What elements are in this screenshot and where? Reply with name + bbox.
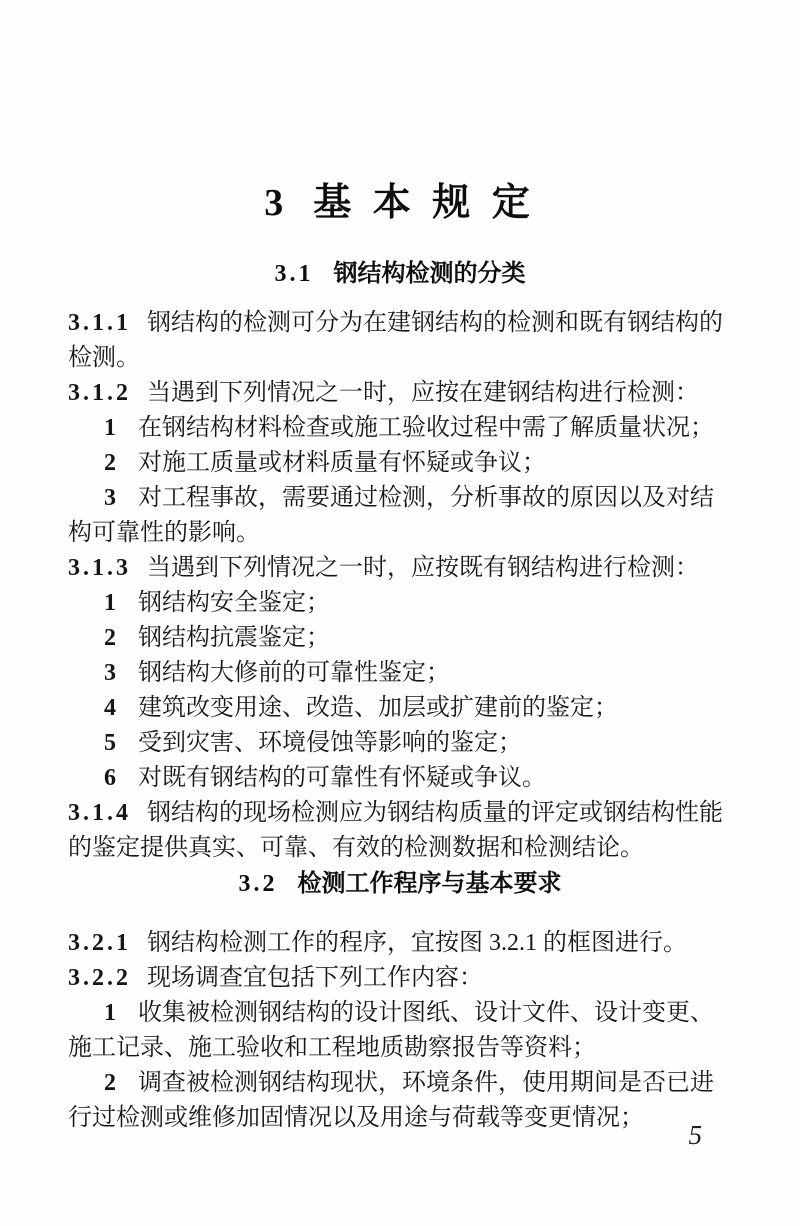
section-3-2-body bbox=[68, 926, 736, 1136]
clause-text: 当遇到下列情况之一时，应按既有钢结构进行检测： bbox=[147, 555, 699, 581]
item-text: 受到灾害、环境侵蚀等影响的鉴定； bbox=[138, 730, 522, 756]
item-text: 在钢结构材料检查或施工验收过程中需了解质量状况； bbox=[138, 415, 714, 441]
item-text: 钢结构抗震鉴定； bbox=[138, 625, 330, 651]
item-text: 调查被检测钢结构现状，环境条件，使用期间是否已进 bbox=[138, 1070, 714, 1096]
list-item bbox=[68, 656, 736, 691]
list-item bbox=[68, 996, 736, 1031]
item-text: 施工记录、施工验收和工程地质勘察报告等资料； bbox=[68, 1035, 596, 1061]
item-number: 3 bbox=[104, 660, 116, 686]
list-item bbox=[68, 621, 736, 656]
clause-line bbox=[68, 376, 736, 411]
item-text: 对工程事故，需要通过检测，分析事故的原因以及对结 bbox=[138, 485, 714, 511]
continuation-line bbox=[68, 516, 736, 551]
section-3-1-heading bbox=[0, 259, 800, 289]
item-number: 3 bbox=[104, 485, 116, 511]
clause-number: 3.1.3 bbox=[68, 555, 131, 581]
clause-number: 3.2.1 bbox=[68, 930, 131, 956]
clause-number: 3.1.1 bbox=[68, 310, 131, 336]
item-text: 钢结构大修前的可靠性鉴定； bbox=[138, 660, 450, 686]
continuation-line bbox=[68, 1031, 736, 1066]
list-item bbox=[68, 481, 736, 516]
list-item bbox=[68, 411, 736, 446]
item-number: 2 bbox=[104, 1070, 116, 1096]
item-text: 钢结构安全鉴定； bbox=[138, 590, 330, 616]
item-number: 2 bbox=[104, 450, 116, 476]
clause-line bbox=[68, 551, 736, 586]
clause-line bbox=[68, 961, 736, 996]
continuation-line bbox=[68, 1101, 736, 1136]
clause-text: 现场调查宜包括下列工作内容： bbox=[147, 965, 483, 991]
clause-line bbox=[68, 306, 736, 341]
list-item bbox=[68, 691, 736, 726]
item-number: 1 bbox=[104, 415, 116, 441]
clause-line bbox=[68, 926, 736, 961]
item-text: 构可靠性的影响。 bbox=[68, 520, 260, 546]
list-item bbox=[68, 446, 736, 481]
clause-text: 的鉴定提供真实、可靠、有效的检测数据和检测结论。 bbox=[68, 835, 644, 861]
clause-text: 钢结构的现场检测应为钢结构质量的评定或钢结构性能 bbox=[147, 800, 723, 826]
item-text: 行过检测或维修加固情况以及用途与荷载等变更情况； bbox=[68, 1105, 644, 1131]
list-item bbox=[68, 761, 736, 796]
item-text: 建筑改变用途、改造、加层或扩建前的鉴定； bbox=[138, 695, 618, 721]
item-number: 2 bbox=[104, 625, 116, 651]
item-number: 4 bbox=[104, 695, 116, 721]
section-3-2-label: 3.2 bbox=[238, 871, 278, 897]
section-3-1-title: 钢结构检测的分类 bbox=[333, 260, 526, 287]
list-item bbox=[68, 726, 736, 761]
list-item bbox=[68, 1066, 736, 1101]
clause-number: 3.2.2 bbox=[68, 965, 131, 991]
chapter-number: 3 bbox=[264, 182, 284, 224]
clause-number: 3.1.4 bbox=[68, 800, 131, 826]
clause-text: 钢结构的检测可分为在建钢结构的检测和既有钢结构的 bbox=[147, 310, 723, 336]
section-3-2-heading bbox=[0, 868, 800, 900]
section-3-1-body bbox=[68, 306, 736, 866]
item-number: 6 bbox=[104, 765, 116, 791]
clause-text: 当遇到下列情况之一时，应按在建钢结构进行检测： bbox=[147, 380, 699, 406]
list-item bbox=[68, 586, 736, 621]
chapter-title: 基 本 规 定 bbox=[313, 182, 536, 224]
chapter-heading bbox=[0, 0, 800, 224]
clause-text: 检测。 bbox=[68, 345, 140, 371]
continuation-line bbox=[68, 831, 736, 866]
item-number: 5 bbox=[104, 730, 116, 756]
section-3-1-label: 3.1 bbox=[274, 261, 314, 287]
clause-number: 3.1.2 bbox=[68, 380, 131, 406]
item-number: 1 bbox=[104, 590, 116, 616]
continuation-line bbox=[68, 341, 736, 376]
clause-text: 钢结构检测工作的程序，宜按图 3.2.1 的框图进行。 bbox=[147, 930, 687, 956]
item-text: 对施工质量或材料质量有怀疑或争议； bbox=[138, 450, 546, 476]
item-number: 1 bbox=[104, 1000, 116, 1026]
section-3-2-title: 检测工作程序与基本要求 bbox=[297, 870, 562, 897]
clause-line bbox=[68, 796, 736, 831]
item-text: 收集被检测钢结构的设计图纸、设计文件、设计变更、 bbox=[138, 1000, 714, 1026]
page-number: 5 bbox=[688, 1120, 702, 1150]
item-text: 对既有钢结构的可靠性有怀疑或争议。 bbox=[138, 765, 546, 791]
